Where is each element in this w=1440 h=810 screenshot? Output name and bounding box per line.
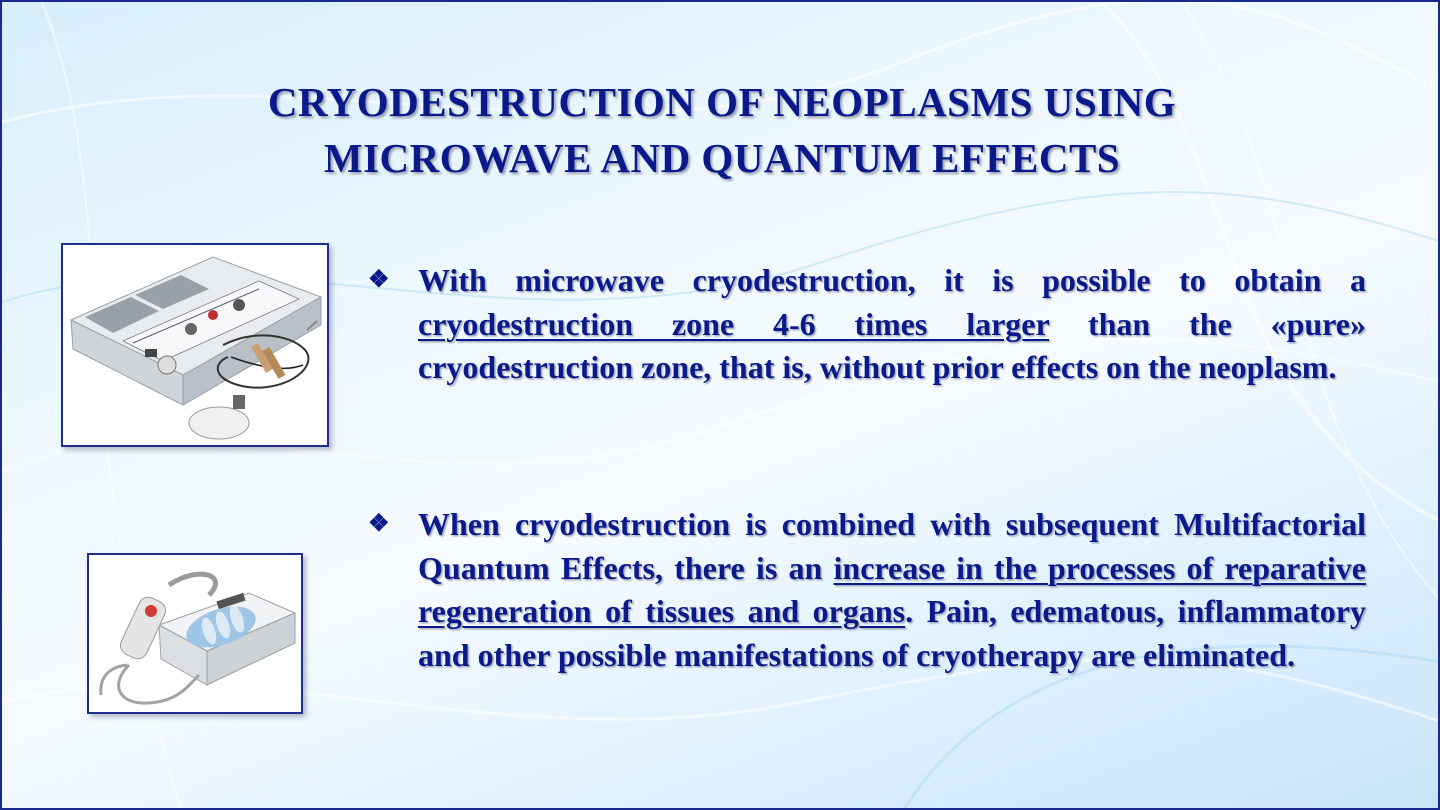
diamond-bullet-icon: ❖: [368, 267, 390, 293]
bullet-1-part-2: than the «pure» cryodestruction zone, that is, without prior effects on the neoplasm.: [418, 305, 1367, 385]
microwave-device-photo: [61, 243, 329, 447]
bullet-2-part-2: . Pain, edematous, inflammatory and other possible manifestations of cryotherapy are eliminated.: [418, 593, 1367, 673]
bullet-item-1: [368, 259, 1366, 390]
bullet-2-part-1: When cryodestruction is combined with subsequent Multifactorial Quantum Effects, there is an: [418, 506, 1366, 586]
bullet-text-1: [418, 259, 1366, 390]
diamond-bullet-icon: ❖: [368, 511, 390, 537]
slide-title: [62, 74, 1382, 186]
title-line-2: MICROWAVE AND QUANTUM EFFECTS: [323, 135, 1121, 181]
bullet-item-2: [368, 503, 1366, 677]
bullet-1-part-1: With microwave cryodestruction, it is possible to obtain a: [418, 262, 1366, 298]
bullet-1-underlined: cryodestruction zone 4-6 times larger: [418, 305, 1050, 342]
bullet-text-2: [418, 503, 1366, 677]
quantum-device-photo: [87, 553, 303, 714]
title-line-1: CRYODESTRUCTION OF NEOPLASMS USING: [267, 79, 1177, 125]
bullet-2-underlined: increase in the processes of reparative regeneration of tissues and organs: [418, 549, 1367, 629]
